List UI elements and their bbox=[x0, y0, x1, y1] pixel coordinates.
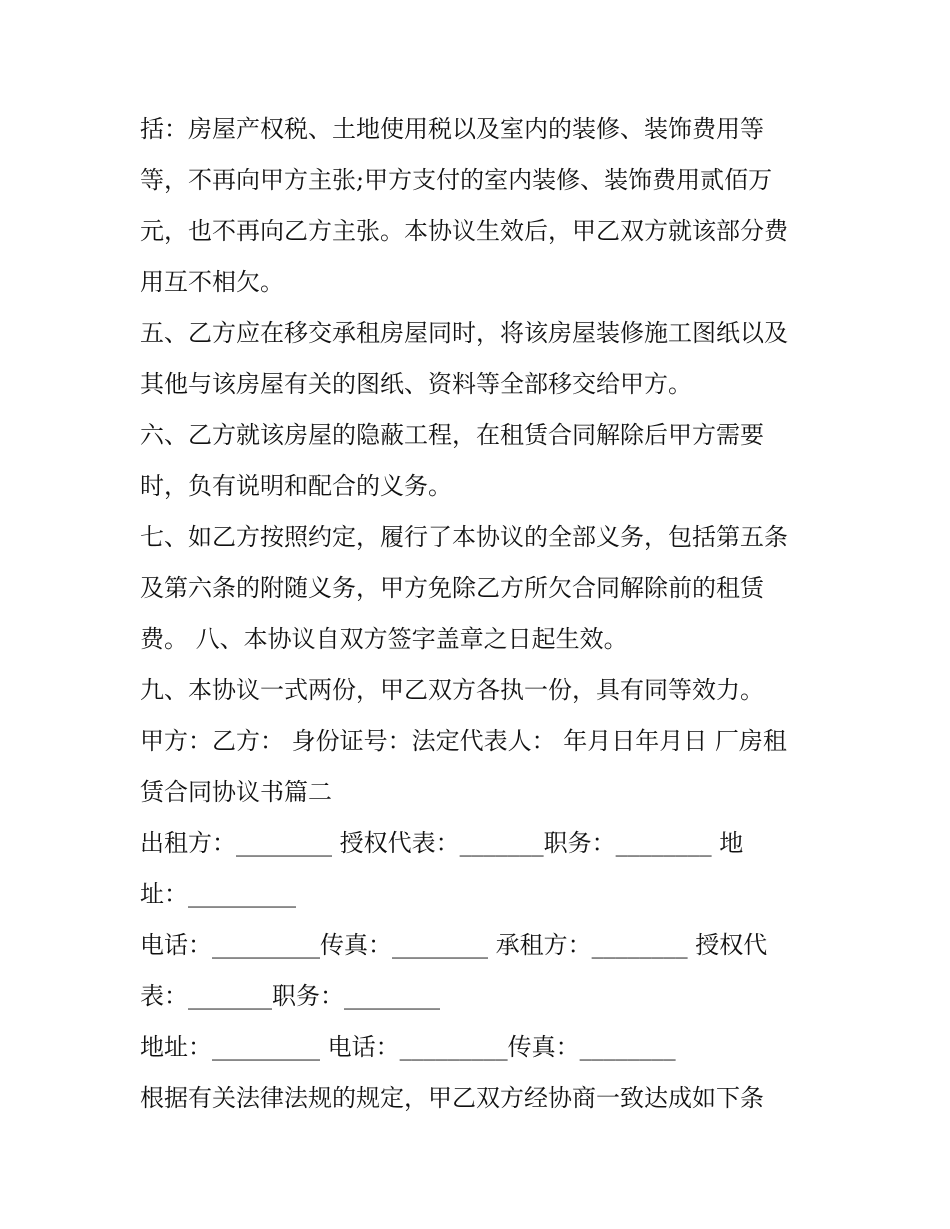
text-line: 等，不再向甲方主张;甲方支付的室内装修、装饰费用贰佰万 bbox=[140, 166, 773, 194]
clause-eight: 费。 八、本协议自双方签字盖章之日起生效。 bbox=[140, 625, 628, 653]
text-line: 其他与该房屋有关的图纸、资料等全部移交给甲方。 bbox=[140, 370, 692, 398]
text-line: 时，负有说明和配合的义务。 bbox=[140, 472, 452, 500]
text-line: 用互不相欠。 bbox=[140, 268, 284, 296]
document-body bbox=[140, 104, 830, 1124]
clause-nine: 九、本协议一式两份，甲乙双方各执一份，具有同等效力。 bbox=[140, 676, 764, 704]
text-line: 元，也不再向乙方主张。本协议生效后，甲乙双方就该部分费 bbox=[140, 217, 788, 245]
contact-line: 电话：_________传真：________ 承租方：________ 授权代 bbox=[140, 931, 768, 959]
section-title: 赁合同协议书篇二 bbox=[140, 778, 332, 806]
clause-seven: 七、如乙方按照约定，履行了本协议的全部义务，包括第五条 bbox=[140, 523, 788, 551]
signature-line: 甲方：乙方： 身份证号：法定代表人： 年月日年月日 厂房租 bbox=[140, 727, 787, 755]
lessee-info: 表：_______职务：________ bbox=[140, 982, 440, 1010]
lessor-info: 出租方：________ 授权代表：_______职务：________ 地 bbox=[140, 829, 744, 857]
clause-five: 五、乙方应在移交承租房屋同时，将该房屋装修施工图纸以及 bbox=[140, 319, 788, 347]
lessor-address: 址：_________ bbox=[140, 880, 296, 908]
text-line: 及第六条的附随义务，甲方免除乙方所欠合同解除前的租赁 bbox=[140, 574, 764, 602]
lessee-address: 地址：_________ 电话：_________传真：________ bbox=[140, 1033, 676, 1061]
text-line: 括：房屋产权税、土地使用税以及室内的装修、装饰费用等 bbox=[140, 115, 764, 143]
preamble-line: 根据有关法律法规的规定，甲乙双方经协商一致达成如下条 bbox=[140, 1084, 764, 1112]
clause-six: 六、乙方就该房屋的隐蔽工程，在租赁合同解除后甲方需要 bbox=[140, 421, 764, 449]
